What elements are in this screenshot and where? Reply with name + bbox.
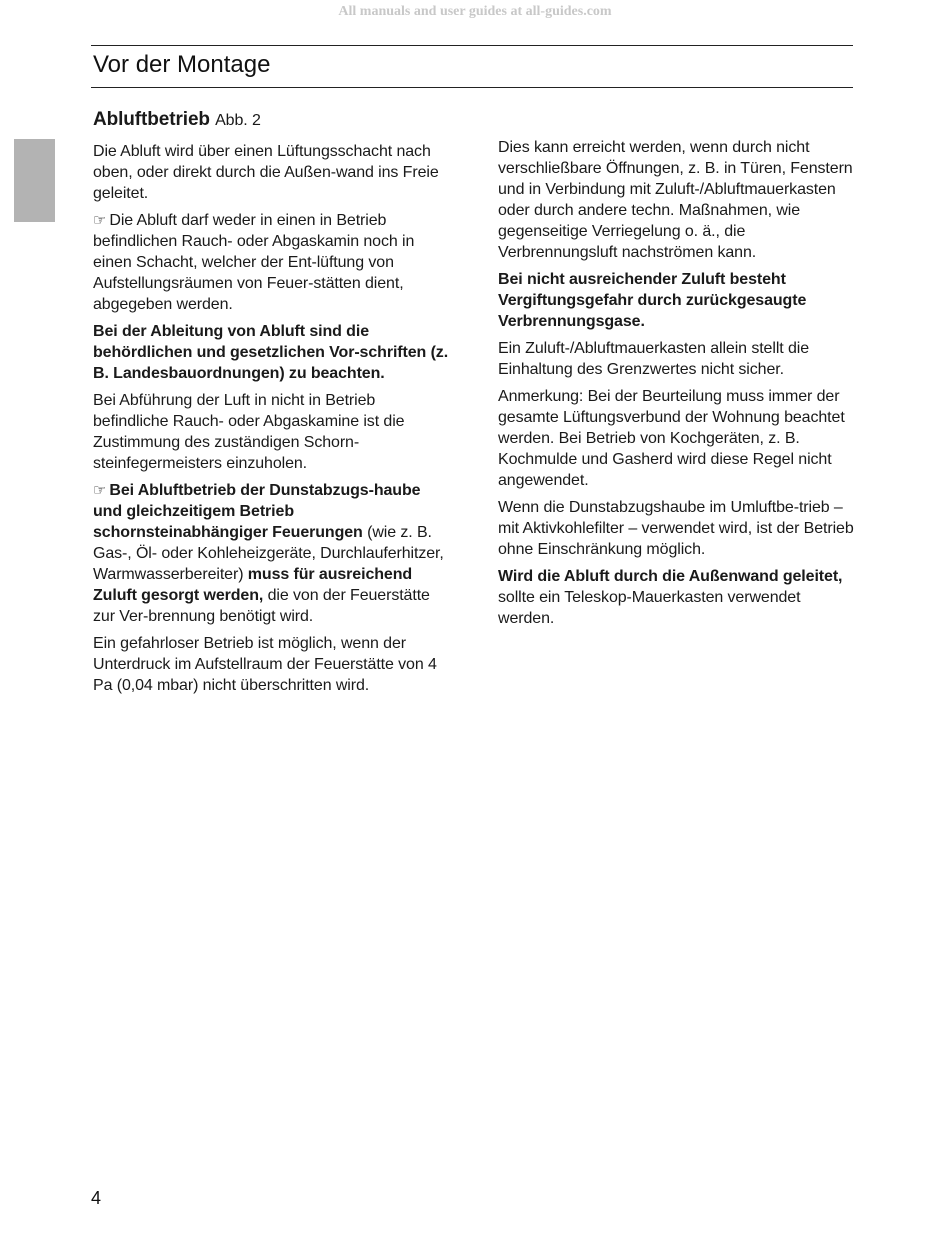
note-text: Die Abluft darf weder in einen in Betrieb befindlichen Rauch- oder Abgaskamin noch in einen Schacht, welcher der Ent-lüftung von Aufstellungsräumen von Feuer-stätten dient, abgegeben werden. [93, 212, 415, 313]
normal-text: die von der Feuerstätte zur Ver-brennung benötigt wird. [93, 587, 430, 625]
page-number: 4 [91, 1188, 102, 1208]
warning-text: Bei der Ableitung von Abluft sind die behördlichen und gesetzlichen Vor-schriften (z. B. Landesbauordnungen) zu beachten. [93, 323, 449, 382]
bold-text: Wird die Abluft durch die Außenwand geleitet, [498, 568, 843, 585]
normal-text: (wie z. B. Gas-, Öl- oder Kohleheizgeräte, Durchlauferhitzer, Warmwasserbereiter) [93, 524, 444, 583]
watermark: All manuals and user guides at all-guides.com [338, 4, 612, 19]
side-tab-marker [14, 139, 55, 222]
paragraph: Anmerkung: Bei der Beurteilung muss immer der gesamte Lüftungsverbund der Wohnung beachtet werden. Bei Betrieb von Kochgeräten, z. B. Kochmulde und Gasherd wird diese Regel nicht angewendet. [498, 388, 845, 489]
section-heading [93, 108, 453, 133]
paragraph-warning [93, 321, 453, 384]
warning-text: Bei nicht ausreichender Zuluft besteht Vergiftungsgefahr durch zurückgesaugte Verbrennungsgase. [498, 271, 807, 330]
page-title: Vor der Montage [93, 51, 271, 78]
paragraph-warning [498, 269, 854, 332]
paragraph: Dies kann erreicht werden, wenn durch nicht verschließbare Öffnungen, z. B. in Türen, Fenstern und in Verbindung mit Zuluft-/Abluftmauerkasten oder durch andere techn. Maßnahmen, wie gegenseitige Verriegelung o. ä., die Verbrennungsluft nachströmen kann. [498, 139, 853, 261]
figure-reference: Abb. 2 [215, 112, 261, 129]
paragraph-note [93, 210, 453, 315]
header-rule-top [91, 45, 853, 46]
pointing-hand-icon: ☞ [93, 482, 107, 499]
bold-text: Bei Abluftbetrieb der Dunstabzugs-haube und gleichzeitigem Betrieb schornsteinabhängiger Feuerungen [93, 482, 421, 541]
right-column [498, 137, 854, 635]
left-column [93, 108, 453, 702]
pointing-hand-icon: ☞ [93, 212, 107, 229]
header-rule-bottom [91, 87, 853, 88]
section-heading-text: Abluftbetrieb [93, 109, 210, 130]
paragraph: Wenn die Dunstabzugshaube im Umluftbe-trieb – mit Aktivkohlefilter – verwendet wird, ist der Betrieb ohne Einschränkung möglich. [498, 499, 854, 558]
paragraph: Ein Zuluft-/Abluftmauerkasten allein stellt die Einhaltung des Grenzwertes nicht sicher. [498, 340, 810, 378]
paragraph [498, 566, 854, 629]
paragraph: Ein gefahrloser Betrieb ist möglich, wenn der Unterdruck im Aufstellraum der Feuerstätte von 4 Pa (0,04 mbar) nicht überschritten wird. [93, 635, 437, 694]
paragraph: Bei Abführung der Luft in nicht in Betrieb befindliche Rauch- oder Abgaskamine ist die Zustimmung des zuständigen Schorn-steinfegermeisters einzuholen. [93, 392, 405, 472]
normal-text: sollte ein Teleskop-Mauerkasten verwendet werden. [498, 589, 801, 627]
paragraph-note [93, 480, 453, 627]
paragraph: Die Abluft wird über einen Lüftungsschacht nach oben, oder direkt durch die Außen-wand ins Freie geleitet. [93, 143, 439, 202]
bold-text: muss für ausreichend Zuluft gesorgt werden, [93, 566, 413, 604]
